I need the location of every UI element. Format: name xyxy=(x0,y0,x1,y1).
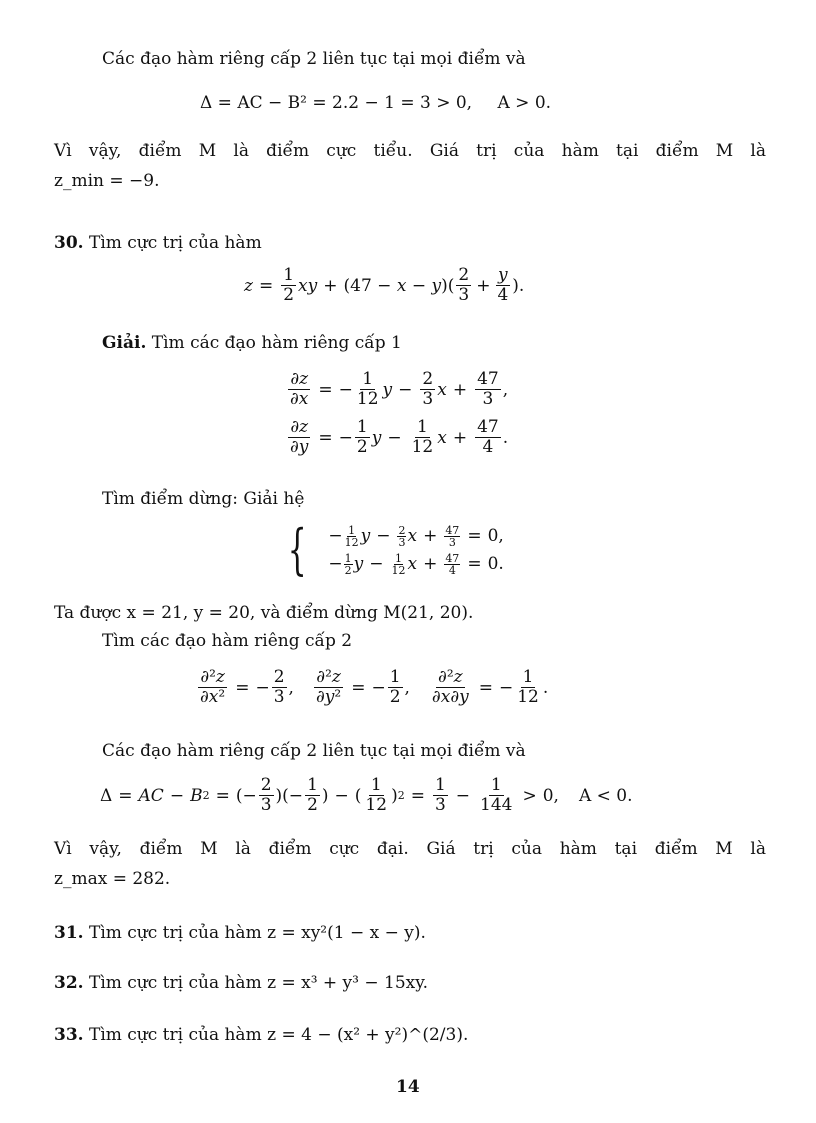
solution-heading xyxy=(102,332,402,354)
problem-30-label: 30. xyxy=(54,233,84,253)
a-condition-1: A > 0. xyxy=(497,93,552,113)
conclusion-min-line1: Vì vậy, điểm M là điểm cực tiểu. Giá trị của hàm tại điểm M là xyxy=(54,141,766,161)
delta-equation-2: Δ = AC − B 2 = (− $\frac{2}{3}$ )(− $\frac{1}{2}$ ) − ( $\frac{1}{12}$ ) 2 = $\frac{1}{3}$ − $\frac{1}{144}$ > 0, A < 0. xyxy=(100,775,633,815)
problem-33-label: 33. xyxy=(54,1025,84,1045)
conclusion-max-line2: z_max = 282. xyxy=(54,869,171,889)
problem-30-function: z = $\frac{1}{2}$ xy + (47 − x − y)( $\frac{2}{3}$ + $\frac{y}{4}$ ). xyxy=(244,265,525,305)
partial-z-x: $\frac{\partial z}{\partial x}$ = − $\frac{1}{12}$ y − $\frac{2}{3}$ x + $\frac{47}{3}$ , xyxy=(290,369,509,409)
delta-equation-1-text: Δ = AC − B² = 2.2 − 1 = 3 > 0, xyxy=(200,93,473,113)
system-eq-2: − $\frac{1}{2}$ y − $\frac{1}{12}$ x + $\frac{47}{4}$ = 0. xyxy=(328,551,504,577)
page-number: 14 xyxy=(396,1077,420,1097)
continuity-text-2: Các đạo hàm riêng cấp 2 liên tục tại mọi điểm và xyxy=(102,741,526,761)
stationary-result: Ta được x = 21, y = 20, và điểm dừng M(21, 20). xyxy=(54,603,474,623)
solution-text: Tìm các đạo hàm riêng cấp 1 xyxy=(151,333,402,353)
second-derivatives: $\frac{\text{∂²z}}{\text{∂x²}}$ = − $\frac{2}{3}$ , $\frac{\text{∂²z}}{\text{∂y²}}$ = − $\frac{1}{2}$ , $\frac{\text{∂²z}}{\partial x\partial y}$ = − $\frac{1}{12}$ . xyxy=(200,667,549,707)
problem-32 xyxy=(54,972,428,994)
problem-30-text: Tìm cực trị của hàm xyxy=(88,233,262,253)
conclusion-max-line1: Vì vậy, điểm M là điểm cực đại. Giá trị của hàm tại điểm M là xyxy=(54,839,766,859)
conclusion-min-line2: z_min = −9. xyxy=(54,171,160,191)
partial-z-y: $\frac{\partial z}{\partial y}$ = − $\frac{1}{2}$ y − $\frac{1}{12}$ x + $\frac{47}{4}$ . xyxy=(290,417,509,457)
problem-32-label: 32. xyxy=(54,973,84,993)
system-eq-1: − $\frac{1}{12}$ y − $\frac{2}{3}$ x + $\frac{47}{3}$ = 0, xyxy=(328,523,504,549)
stationary-text: Tìm điểm dừng: Giải hệ xyxy=(102,489,305,509)
problem-32-text: Tìm cực trị của hàm z = x³ + y³ − 15xy. xyxy=(88,973,428,993)
delta-equation-1 xyxy=(200,92,551,114)
system-of-equations xyxy=(280,518,504,581)
problem-31 xyxy=(54,922,426,944)
solution-label: Giải. xyxy=(102,333,147,353)
problem-31-text: Tìm cực trị của hàm z = xy²(1 − x − y). xyxy=(88,923,426,943)
a-condition-2: A < 0. xyxy=(578,785,633,806)
continuity-text-1: Các đạo hàm riêng cấp 2 liên tục tại mọi điểm và xyxy=(102,49,526,69)
left-brace: { xyxy=(287,518,307,581)
problem-33-text: Tìm cực trị của hàm z = 4 − (x² + y²)^(2/3). xyxy=(88,1025,469,1045)
problem-30-heading xyxy=(54,232,262,254)
problem-31-label: 31. xyxy=(54,923,84,943)
second-order-text: Tìm các đạo hàm riêng cấp 2 xyxy=(102,631,353,651)
problem-33 xyxy=(54,1024,468,1046)
